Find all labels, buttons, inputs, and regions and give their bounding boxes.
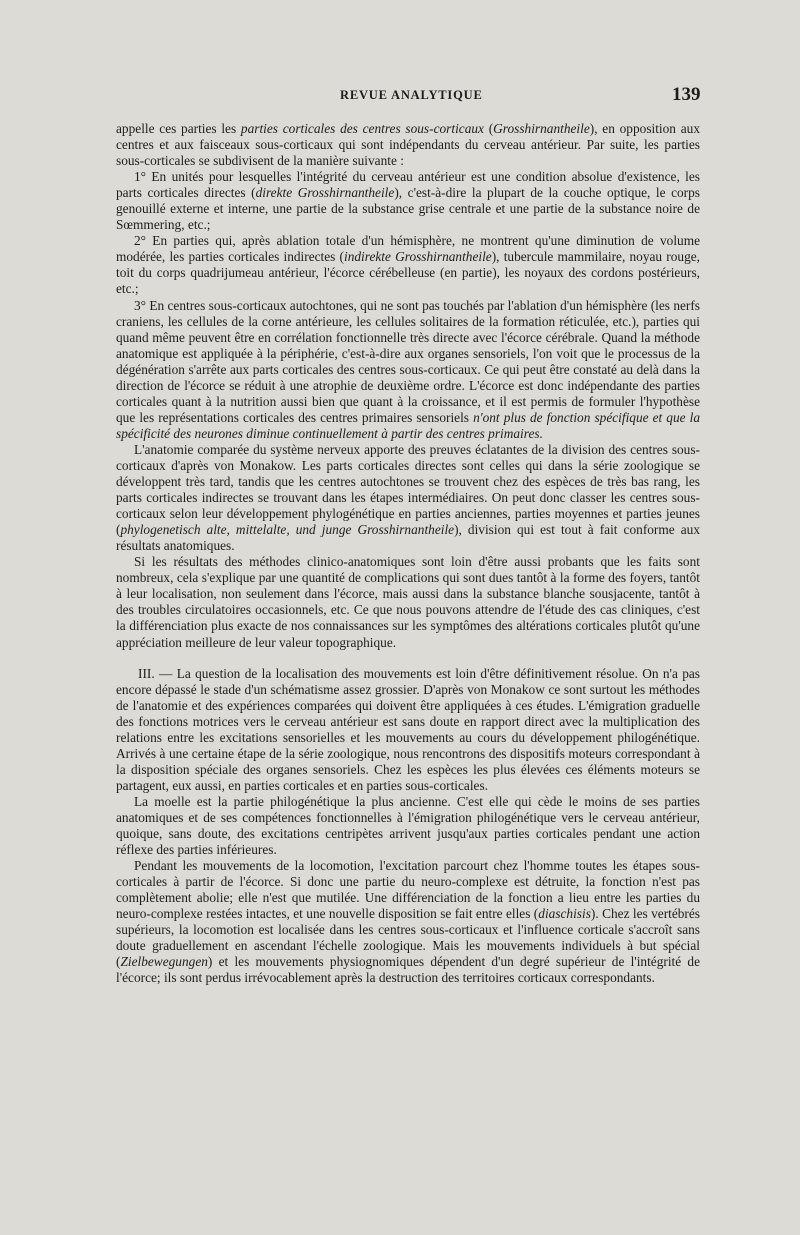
text-run: ), division qui est tout à fait conforme aux résultats anatomiques. — [116, 522, 700, 554]
page-header — [0, 86, 800, 110]
body-text — [116, 121, 700, 986]
italic-run: diaschisis — [538, 906, 591, 922]
paragraph — [116, 442, 700, 554]
italic-run: Grosshirnantheile — [493, 121, 590, 136]
text-run: 3° En centres sous-corticaux autochtones, qui ne sont pas touchés par l'ablation d'un hémisphère (les nerfs craniens, les cellules de la corne antérieure, les cellules solitaires de la formation réticulée, etc.), parties qui quand même peuvent être en corrélation fonctionnelle très directe avec l'écorce cérébrale. Quand la méthode anatomique est appliquée à la périphérie, c'est-à-dire aux organes sensoriels, l'on voit que le processus de la dégénération s'arrête aux parts corticales des centres sous-corticaux. Ce qui peut être constaté au delà dans la direction de l'écorce se réduit à une atrophie de deuxième ordre. L'écorce est donc indépendante des parties corticales quant à la nutrition aussi bien que quant à la croissance, et il est permis de formuler l'hypothèse que les représentations corticales des centres primaires sensoriels — [116, 297, 700, 425]
text-run: ) et les mouvements physiognomiques dépendent d'un degré supérieur de l'intégrité de l'écorce; ils sont perdus irrévocablement après la destruction des territoires corticaux correspondants. — [116, 954, 700, 986]
text-run: ), tubercule mammilaire, noyau rouge, toit du corps quadrijumeau antérieur, l'écorce cérébelleuse (en partie), les noyaux des cordons postérieurs, etc.; — [116, 249, 701, 297]
italic-run: phylogenetisch alte, mittelalte, und junge Grosshirnantheile — [120, 522, 455, 538]
paragraph — [116, 298, 700, 442]
text-run: ), en opposition aux centres et aux faisceaux sous-corticaux qui sont indépendants du cerveau antérieur. Par suite, les parties sous-corticales se subdivisent de la manière suivante : — [116, 121, 700, 169]
text-run: ), c'est-à-dire la plupart de la couche optique, le corps genouillé externe et interne, une partie de la substance grise centrale et une partie de la substance noire de Sœmmering, etc.; — [116, 185, 700, 233]
text-run: La moelle est la partie philogénétique la plus ancienne. C'est elle qui cède le moins de ses parties anatomiques et de ses compétences fonctionnelles à l'émigration philogénétique vers le cerveau antérieur, quoique, sans doute, des excitations centripètes arrivent jusqu'aux parties corticales pendant une action réflexe des parties inférieures. — [116, 793, 700, 858]
text-run: 1° En unités pour lesquelles l'intégrité du cerveau antérieur est une condition absolue d'existence, les parts corticales directes ( — [116, 169, 700, 201]
italic-run: n'ont plus de fonction spécifique et que la spécificité des neurones diminue continuellement à partir des centres primaires. — [116, 409, 701, 441]
paragraph — [116, 554, 700, 650]
text-run: Pendant les mouvements de la locomotion, l'excitation parcourt chez l'homme toutes les étapes sous-corticales à partir de l'écorce. Si donc une partie du neuro-complexe est détruite, la fonction n'est pas complètement abolie; elle n'est que mutilée. Une différenciation de la fonction a lieu entre les parties du neuro-complexe restées intactes, et une nouvelle disposition se fait entre elles ( — [116, 858, 700, 922]
text-run: Si les résultats des méthodes clinico-anatomiques sont loin d'être aussi probants que les faits sont nombreux, cela s'explique par une quantité de complications qui sont dues tantôt à la forme des foyers, tantôt à leur localisation, non seulement dans l'écorce, mais aussi dans la substance blanche sousjacente, tantôt à des troubles circulatoires occasionnels, etc. Ce que nous pouvons attendre de l'étude des cas cliniques, c'est la différenciation plus exacte de nos connaissances sur les symptômes des altérations corticales plutôt qu'une appréciation meilleure de leur valeur topographique. — [116, 554, 700, 650]
paragraph — [116, 794, 700, 858]
text-run: ( — [483, 121, 494, 136]
text-run: 2° En parties qui, après ablation totale d'un hémisphère, ne montrent qu'une diminution de volume modérée, les parties corticales indirectes ( — [116, 233, 700, 265]
italic-run: indirekte Grosshirnantheile — [344, 249, 492, 265]
section-paragraph — [116, 666, 700, 794]
italic-run: direkte Grosshirnantheile — [255, 185, 395, 201]
paragraph — [116, 233, 700, 297]
text-run: appelle ces parties les — [116, 121, 241, 136]
text-run: L'anatomie comparée du système nerveux apporte des preuves éclatantes de la division des centres sous-corticaux d'après von Monakow. Les parts corticales directes sont celles qui dans la série zoologique se développent très tard, tandis que les centres autochtones se trouvent chez des espèces de très bas rang, les parts corticales indirectes se trouvant dans les étapes intermédiaires. On peut donc classer les centres sous-corticaux selon leur développement phylogénétique en parties anciennes, parties moyennes et parties jeunes ( — [116, 441, 700, 538]
page-number: 139 — [672, 84, 701, 105]
italic-run: Zielbewegungen — [120, 954, 208, 970]
text-run: III. — La question de la localisation des mouvements est loin d'être définitivement résolue. On n'a pas encore dépassé le stade d'un schématisme assez grossier. D'après von Monakow ce sont surtout les méthodes de l'anatomie et des expériences comparées qui doivent être appliquées à ces études. L'émigration graduelle des fonctions motrices vers le cerveau antérieur est sans doute en rapport direct avec la multiplication des relations entre les excitations sensorielles et les mouvements au cours du développement philogénétique. Arrivés à une certaine étape de la série zoologique, nous rencontrons des dispositifs moteurs correspondant à la disposition spéciale des organes sensoriels. Chez les espèces les plus élevées ces éléments moteurs se partagent, eux aussi, en parties corticales et en parties sous-corticales. — [116, 665, 700, 793]
paragraph — [116, 858, 700, 986]
paragraph — [116, 169, 700, 233]
running-title: REVUE ANALYTIQUE — [340, 88, 483, 102]
italic-run: parties corticales des centres sous-corticaux — [240, 121, 484, 136]
paragraph — [116, 121, 700, 169]
text-run: ). Chez les vertébrés supérieurs, la locomotion est localisée dans les centres sous-corticaux et l'influence corticale s'accroît sans doute graduellement en ascendant l'échelle zoologique. Mais les mouvements individuels à but spécial ( — [116, 906, 700, 970]
